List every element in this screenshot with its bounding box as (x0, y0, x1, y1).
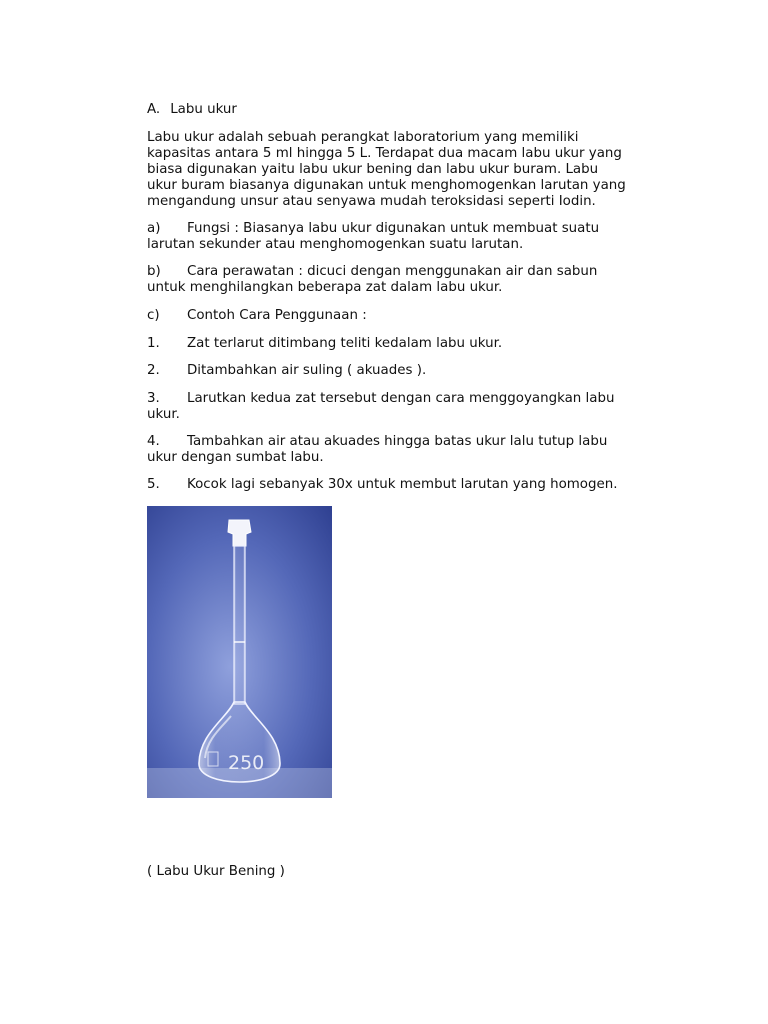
step-item (147, 336, 502, 352)
intro-line: kapasitas antara 5 ml hingga 5 L. Terdapat dua macam labu ukur yang (147, 146, 622, 161)
flask-photo (147, 506, 332, 798)
volumetric-flask-image (147, 506, 332, 798)
step-item (147, 477, 617, 493)
list-marker: b) (147, 264, 161, 279)
intro-line: Labu ukur adalah sebuah perangkat laboratorium yang memiliki (147, 130, 579, 145)
step-item (147, 363, 426, 379)
perawatan-item (147, 264, 667, 296)
fungsi-line: Fungsi : Biasanya labu ukur digunakan untuk membuat suatu (187, 221, 600, 236)
step-marker: 3. (147, 391, 160, 406)
step-marker: 4. (147, 434, 160, 449)
step-line: Kocok lagi sebanyak 30x untuk membut larutan yang homogen. (187, 477, 618, 492)
contoh-item (147, 308, 367, 324)
section-marker: A. (147, 102, 161, 117)
fungsi-line: larutan sekunder atau menghomogenkan suatu larutan. (147, 237, 524, 252)
list-marker: a) (147, 221, 161, 236)
step-item (147, 434, 667, 466)
fungsi-item (147, 221, 667, 253)
step-line: Zat terlarut ditimbang teliti kedalam labu ukur. (187, 336, 503, 351)
perawatan-line: Cara perawatan : dicuci dengan menggunakan air dan sabun (187, 264, 598, 279)
intro-line: biasa digunakan yaitu labu ukur bening dan labu ukur buram. Labu (147, 162, 599, 177)
intro-line: ukur buram biasanya digunakan untuk menghomogenkan larutan yang (147, 178, 626, 193)
step-marker: 5. (147, 477, 160, 492)
flask-volume-label: 250 (228, 752, 265, 774)
step-line: ukur. (147, 407, 180, 422)
intro-paragraph (147, 130, 667, 210)
list-marker: c) (147, 308, 160, 323)
step-line: Larutkan kedua zat tersebut dengan cara menggoyangkan labu (187, 391, 615, 406)
step-marker: 1. (147, 336, 160, 351)
figure-caption: ( Labu Ukur Bening ) (147, 864, 285, 879)
intro-line: mengandung unsur atau senyawa mudah teroksidasi seperti Iodin. (147, 194, 596, 209)
step-item (147, 391, 667, 423)
step-line: ukur dengan sumbat labu. (147, 450, 324, 465)
step-line: Ditambahkan air suling ( akuades ). (187, 363, 427, 378)
section-heading (147, 102, 237, 118)
perawatan-line: untuk menghilangkan beberapa zat dalam labu ukur. (147, 280, 503, 295)
section-title: Labu ukur (170, 102, 237, 117)
step-line: Tambahkan air atau akuades hingga batas ukur lalu tutup labu (187, 434, 608, 449)
contoh-text: Contoh Cara Penggunaan : (187, 308, 367, 323)
step-marker: 2. (147, 363, 160, 378)
